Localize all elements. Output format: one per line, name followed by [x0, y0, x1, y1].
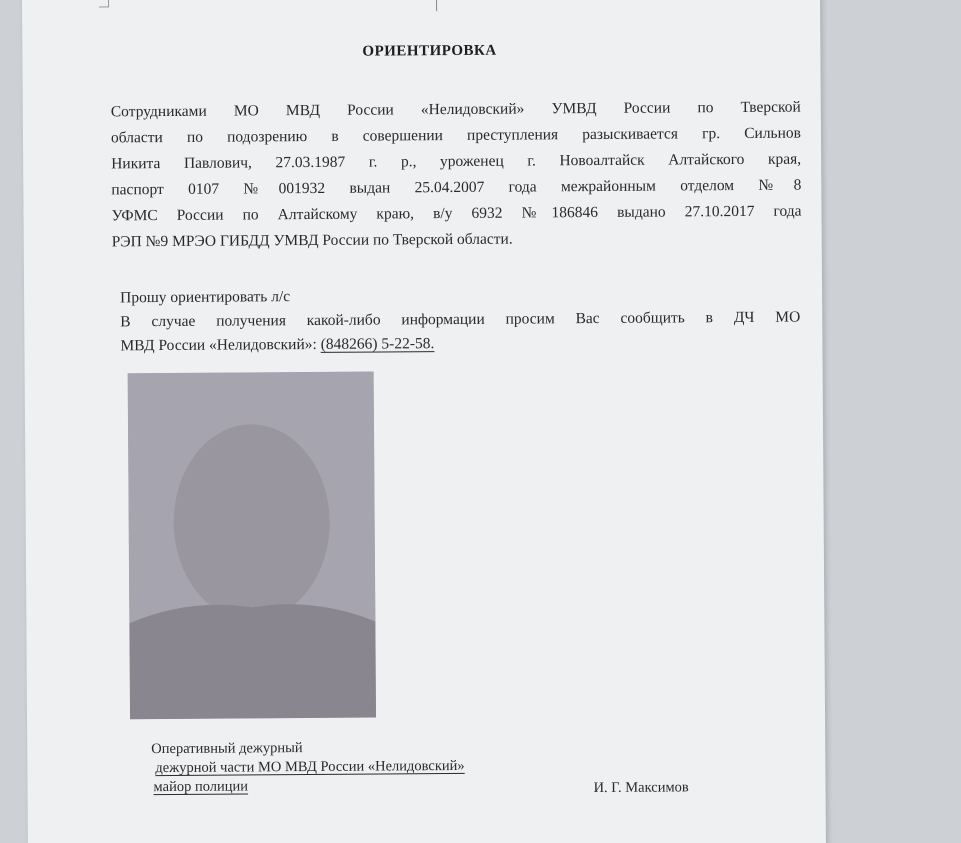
phone-number: (848266) 5-22-58. — [320, 335, 435, 353]
person-photo-placeholder-icon — [128, 372, 376, 720]
suspect-description-paragraph — [111, 95, 802, 256]
signatory-rank — [153, 777, 248, 797]
paragraph-line: паспорт 0107 №001932 выдан 25.04.2007 года межрайонным отделом №8 — [111, 176, 802, 199]
signatory-unit — [155, 757, 464, 778]
suspect-photo — [128, 372, 376, 720]
signatory-name: И. Г. Максимов — [593, 779, 689, 797]
page-margin-marker — [99, 0, 109, 7]
paragraph-line: Сотрудниками МО МВД России «Нелидовский» УМВД России по Тверской — [110, 98, 801, 121]
paragraph-line: РЭП №9 МРЭО ГИБДД УМВД России по Тверской области. — [111, 230, 513, 251]
signatory-unit-text: дежурной части МО МВД России «Нелидовский» — [155, 757, 465, 777]
contact-line — [120, 330, 800, 359]
contact-prefix: МВД России «Нелидовский»: — [120, 335, 321, 355]
paragraph-line: Никита Павлович, 27.03.1987 г. р., уроженец г. Новоалтайск Алтайского края, — [111, 150, 802, 173]
request-paragraph — [120, 282, 800, 359]
signatory-role: Оперативный дежурный — [151, 740, 303, 758]
paragraph-line: УФМС России по Алтайскому краю, в/у 6932 №186846 выдано 27.10.2017 года — [111, 202, 802, 225]
paragraph-line: области по подозрению в совершении преступления разыскивается гр. Сильнов — [110, 124, 802, 147]
request-line: Прошу ориентировать л/с — [120, 288, 291, 307]
request-line: В случае получения какой-либо информации просим Вас сообщить в ДЧ МО — [120, 308, 801, 331]
document-title: ОРИЕНТИРОВКА — [362, 42, 497, 60]
text-cursor — [436, 0, 437, 11]
document-page — [22, 0, 826, 843]
signatory-rank-text: майор полиции — [153, 778, 249, 796]
